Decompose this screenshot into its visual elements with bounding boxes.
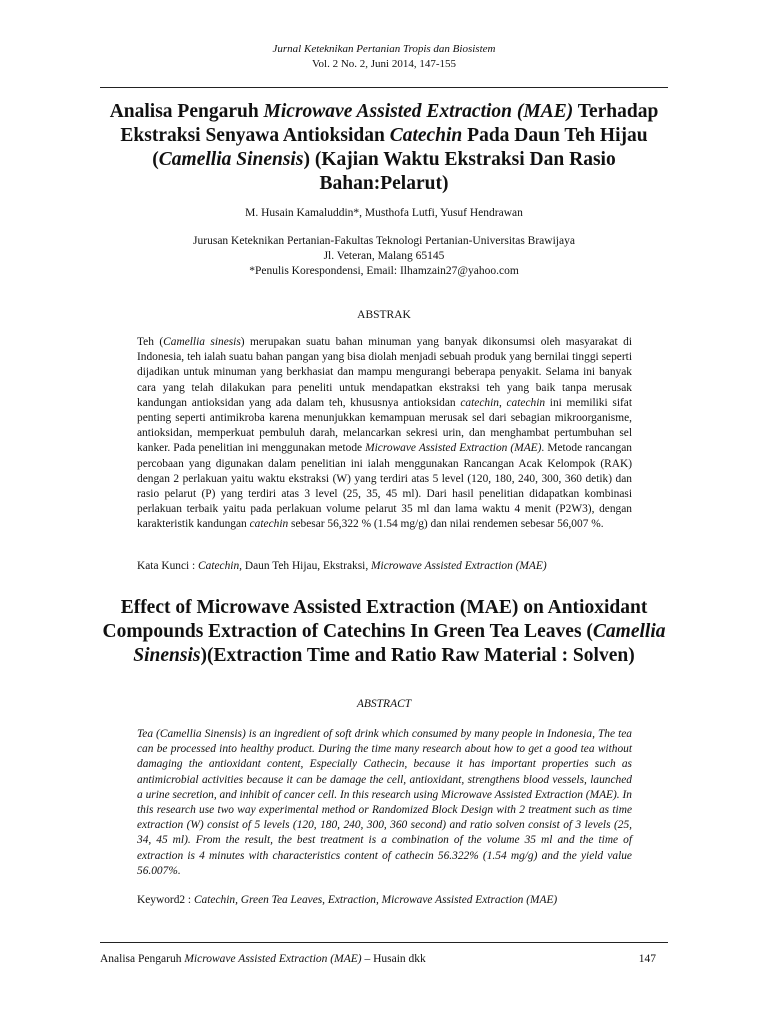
corresponding-email: *Penulis Korespondensi, Email: Ilhamzain27@yahoo.com	[249, 265, 519, 277]
running-header	[0, 42, 768, 72]
abstract-text: . Metode rancangan percobaan yang digunakan dalam penelitian ini ialah menggunakan Rancangan Acak Kelompok (RAK) dengan 2 perlakuan yaitu waktu ekstraksi (W) yang terdiri atas 5 level (120, 180, 240, 300, 360 detik) dan rasio pelarut (P) yang terdiri atas 3 level (25, 35, 45 ml). Dari hasil penelitian didapatkan kombinasi perlakuan terbaik yaitu pada perlakuan volume pelarut 35 ml dan lama waktu 4 menit (P2W3), dengan karakteristik kandungan	[137, 442, 632, 531]
keywords-indonesian	[137, 559, 632, 574]
keyword-italic: Catechin, Green Tea Leaves, Extraction, Microwave Assisted Extraction (MAE)	[193, 894, 558, 906]
title-text: )(Extraction Time and Ratio Raw Material : Solven)	[200, 645, 635, 666]
title-text: Analisa Pengaruh	[109, 101, 264, 122]
title-text: Terhadap Ekstraksi Senyawa Antioksidan	[120, 101, 659, 146]
author-list: M. Husain Kamaluddin*, Musthofa Lutfi, Yusuf Hendrawan	[245, 207, 523, 219]
abstract-body-indonesian	[137, 335, 632, 533]
page-number: 147	[638, 953, 656, 965]
paper-title-indonesian	[100, 100, 668, 196]
title-text-italic: Catechin	[389, 125, 463, 146]
title-text-italic: Microwave Assisted Extraction (MAE)	[263, 101, 574, 122]
footer-text: – Husain dkk	[361, 953, 426, 965]
journal-issue: Vol. 2 No. 2, Juni 2014, 147-155	[311, 58, 457, 70]
title-text-italic: Camellia Sinensis	[158, 149, 304, 170]
title-text: Pada Daun Teh Hijau (	[152, 125, 648, 170]
keyword-italic: Catechin,	[198, 560, 243, 572]
keyword-italic: Microwave Assisted Extraction (MAE)	[371, 560, 547, 572]
abstract-heading-indonesian: ABSTRAK	[357, 309, 411, 321]
abstract-text: sebesar 56,322 % (1.54 mg/g) dan nilai rendemen sebesar 56,007 %.	[288, 518, 604, 531]
abstract-text-italic: catechin	[506, 396, 546, 409]
affiliation	[100, 234, 668, 279]
affiliation-line: Jl. Veteran, Malang 65145	[323, 250, 445, 262]
abstract-text-italic: catechin	[460, 396, 499, 409]
title-text: Effect of Microwave Assisted Extraction (MAE) on Antioxidant Compounds Extraction of Catechins In Green Tea Leaves (	[102, 597, 648, 642]
footer-text: Analisa Pengaruh	[100, 953, 185, 965]
keyword-text: Daun Teh Hijau, Ekstraksi,	[242, 560, 372, 572]
keywords-label: Kata Kunci :	[137, 560, 199, 572]
abstract-text-italic: Camellia sinesis	[163, 336, 241, 348]
keywords-english	[137, 893, 632, 908]
abstract-text-italic: Microwave Assisted Extraction (MAE)	[365, 442, 542, 455]
paper-title-english	[100, 596, 668, 668]
title-text-italic: Camellia Sinensis	[133, 621, 666, 666]
abstract-heading-english: ABSTRACT	[356, 698, 412, 710]
page-footer	[100, 952, 668, 967]
footer-text-italic: Microwave Assisted Extraction (MAE)	[184, 953, 362, 965]
abstract-text: ) merupakan suatu bahan minuman yang banyak dikonsumsi oleh masyarakat di Indonesia, teh ialah suatu bahan pangan yang bisa diolah menjadi sebuah produk yang bernilai tinggi seperti dijadikan untuk minuman yang berkhasiat dan mampu mengurangi beberapa penyakit. Selama ini banyak cara yang telah dilakukan para peneliti untuk mendapatkan ekstraksi teh yang baik tanpa merusak kandungan antioksidan yang ada dalam teh, khususnya antioksidan	[137, 336, 632, 409]
journal-name: Jurnal Keteknikan Pertanian Tropis dan Biosistem	[272, 43, 496, 55]
abstract-body-english: Tea (Camellia Sinensis) is an ingredient of soft drink which consumed by many people in Indonesia, The tea can be processed into healthy product. During the time many research about how to get a good tea without damaging the antioxidant content, Especially Cathecin, because it has important properties such as antimicrobial activities because it can be damage the cell, antioxidant, strengthens blood vessels, launched a urine secretion, and inhibit of cancer cell. In this research using Microwave Assisted Extraction (MAE). In this research use two way experimental method or Randomized Block Design with 2 treatment such as time extraction (W) consist of 5 levels (120, 180, 240, 300, 360 second) and ratio solven consist of 3 levels (25, 34, 45 ml). From the result, the best treatment is a combination of the volume 35 ml and the time of extraction is 4 minutes with characteristics content of cathecin 56.322% (1.54 mg/g) and the yield value 56.007%.	[137, 728, 632, 877]
abstract-text-italic: catechin	[249, 518, 289, 531]
footer-rule	[100, 942, 668, 943]
affiliation-line: Jurusan Keteknikan Pertanian-Fakultas Teknologi Pertanian-Universitas Brawijaya	[193, 235, 575, 247]
abstract-text: ,	[498, 396, 507, 409]
abstract-text: ini memiliki sifat penting seperti antimikroba karena menunjukkan kemampuan merusak sel dari sebagian mikroorganisme, antioksidan, memperkuat pembuluh darah, melancarkan sekresi urin, dan menghambat pertumbuhan sel kanker. Pada penelitian ini menggunakan metode	[137, 396, 632, 455]
abstract-text: Teh (	[137, 336, 164, 348]
keywords-label: Keyword2 :	[137, 894, 194, 906]
title-text: ) (Kajian Waktu Ekstraksi Dan Rasio Bahan:Pelarut)	[303, 149, 616, 194]
header-rule	[100, 87, 668, 88]
